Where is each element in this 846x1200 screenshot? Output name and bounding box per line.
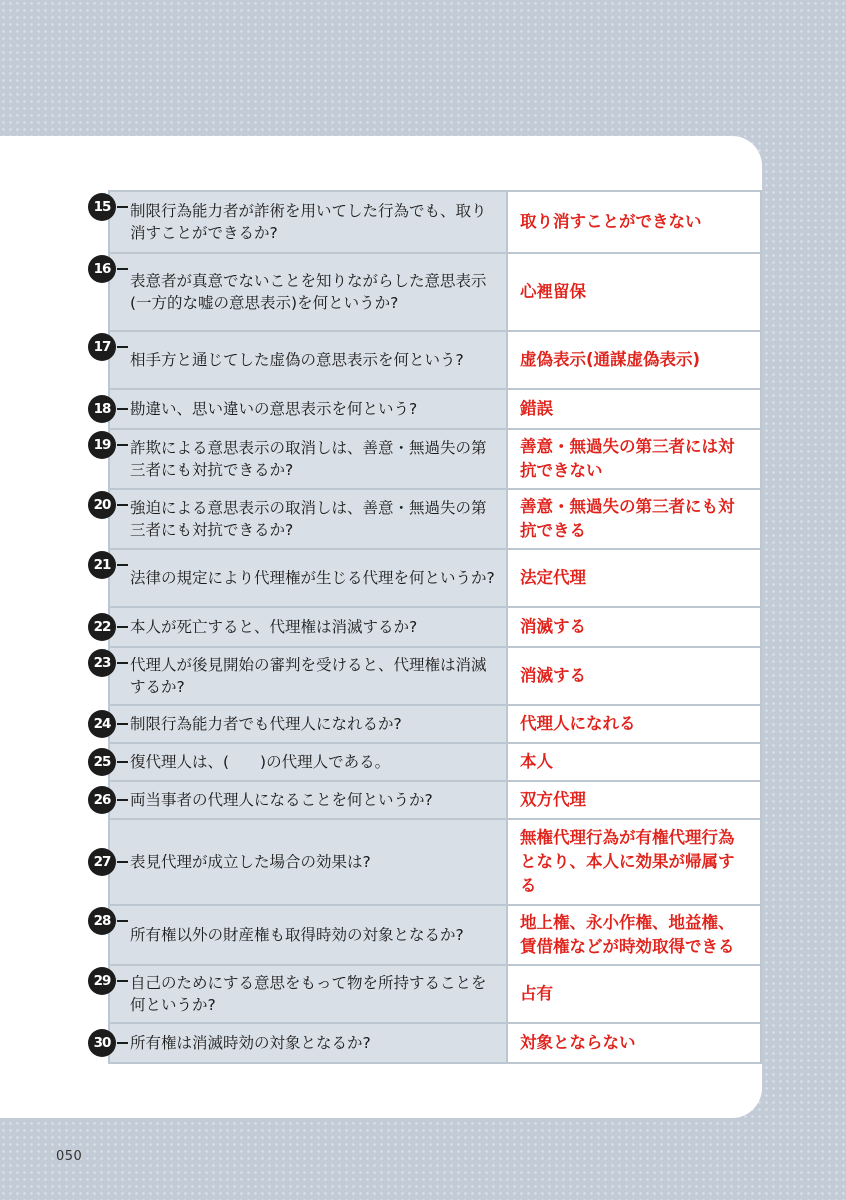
qa-table-body	[93, 191, 761, 1063]
answer-text: 錯誤	[520, 399, 553, 419]
question-text: 自己のためにする意思をもって物を所持することを何というか?	[130, 973, 487, 1014]
question-number-badge: 18	[88, 395, 116, 423]
qa-row	[109, 253, 761, 331]
question-cell	[93, 607, 507, 647]
question-text: 制限行為能力者でも代理人になれるか?	[130, 714, 402, 733]
question-cell	[93, 331, 507, 389]
answer-cell	[507, 905, 761, 965]
question-cell	[93, 253, 507, 331]
qa-row	[109, 429, 761, 489]
answer-cell	[507, 743, 761, 781]
question-number-badge: 16	[88, 255, 116, 283]
question-cell	[93, 191, 507, 253]
qa-row	[109, 647, 761, 705]
qa-row	[109, 489, 761, 549]
answer-text: 代理人になれる	[520, 714, 636, 734]
question-text: 詐欺による意思表示の取消しは、善意・無過失の第三者にも対抗できるか?	[130, 438, 487, 479]
question-number-badge: 22	[88, 613, 116, 641]
answer-text: 虚偽表示(通謀虚偽表示)	[520, 350, 701, 370]
question-text: 相手方と通じてした虚偽の意思表示を何という?	[130, 350, 464, 369]
question-number-badge: 21	[88, 551, 116, 579]
answer-cell	[507, 253, 761, 331]
question-cell	[93, 647, 507, 705]
question-cell	[93, 965, 507, 1023]
answer-cell	[507, 429, 761, 489]
qa-row	[109, 191, 761, 253]
answer-cell	[507, 819, 761, 905]
answer-text: 法定代理	[520, 568, 586, 588]
question-cell	[93, 489, 507, 549]
question-cell	[93, 819, 507, 905]
answer-cell	[507, 647, 761, 705]
answer-text: 無権代理行為が有権代理行為となり、本人に効果が帰属する	[520, 828, 735, 895]
question-cell	[93, 429, 507, 489]
answer-text: 取り消すことができない	[520, 212, 702, 232]
answer-text: 本人	[520, 752, 553, 772]
answer-text: 善意・無過失の第三者には対抗できない	[520, 437, 735, 480]
question-number-badge: 27	[88, 848, 116, 876]
qa-row	[109, 607, 761, 647]
answer-text: 双方代理	[520, 790, 586, 810]
question-cell	[93, 1023, 507, 1063]
answer-cell	[507, 607, 761, 647]
question-text: 表意者が真意でないことを知りながらした意思表示(一方的な嘘の意思表示)を何というか?	[130, 271, 487, 312]
page-number: 050	[56, 1149, 83, 1164]
question-text: 法律の規定により代理権が生じる代理を何というか?	[130, 568, 495, 587]
answer-text: 占有	[520, 984, 553, 1004]
answer-cell	[507, 781, 761, 819]
question-number-badge: 23	[88, 649, 116, 677]
question-number-badge: 19	[88, 431, 116, 459]
question-number-badge: 20	[88, 491, 116, 519]
question-number-badge: 26	[88, 786, 116, 814]
answer-cell	[507, 331, 761, 389]
question-cell	[93, 905, 507, 965]
question-text: 表見代理が成立した場合の効果は?	[130, 852, 371, 871]
answer-text: 対象とならない	[520, 1033, 636, 1053]
question-number-badge: 15	[88, 193, 116, 221]
qa-row	[109, 781, 761, 819]
answer-cell	[507, 549, 761, 607]
qa-table	[93, 190, 762, 1064]
question-number-badge: 17	[88, 333, 116, 361]
answer-text: 地上権、永小作権、地益権、賃借権などが時効取得できる	[520, 913, 735, 956]
question-cell	[93, 781, 507, 819]
question-text: 本人が死亡すると、代理権は消滅するか?	[130, 617, 418, 636]
answer-text: 心裡留保	[520, 282, 586, 302]
question-text: 勘違い、思い違いの意思表示を何という?	[130, 399, 418, 418]
answer-text: 消滅する	[520, 666, 586, 686]
qa-row	[109, 743, 761, 781]
answer-cell	[507, 489, 761, 549]
qa-row	[109, 705, 761, 743]
qa-row	[109, 965, 761, 1023]
answer-cell	[507, 705, 761, 743]
question-number-badge: 24	[88, 710, 116, 738]
qa-row	[109, 389, 761, 429]
question-text: 制限行為能力者が詐術を用いてした行為でも、取り消すことができるか?	[130, 201, 487, 242]
answer-text: 消滅する	[520, 617, 586, 637]
question-text: 所有権は消滅時効の対象となるか?	[130, 1033, 371, 1052]
qa-row	[109, 819, 761, 905]
answer-cell	[507, 389, 761, 429]
question-number-badge: 30	[88, 1029, 116, 1057]
question-text: 復代理人は、( )の代理人である。	[130, 752, 391, 771]
qa-row	[109, 905, 761, 965]
question-number-badge: 25	[88, 748, 116, 776]
question-number-badge: 28	[88, 907, 116, 935]
answer-cell	[507, 1023, 761, 1063]
qa-row	[109, 331, 761, 389]
answer-text: 善意・無過失の第三者にも対抗できる	[520, 497, 735, 540]
question-text: 両当事者の代理人になることを何というか?	[130, 790, 433, 809]
qa-row	[109, 549, 761, 607]
qa-row	[109, 1023, 761, 1063]
answer-cell	[507, 191, 761, 253]
question-text: 所有権以外の財産権も取得時効の対象となるか?	[130, 925, 464, 944]
question-cell	[93, 389, 507, 429]
answer-cell	[507, 965, 761, 1023]
question-cell	[93, 705, 507, 743]
question-cell	[93, 743, 507, 781]
question-text: 代理人が後見開始の審判を受けると、代理権は消滅するか?	[130, 655, 487, 696]
question-cell	[93, 549, 507, 607]
question-number-badge: 29	[88, 967, 116, 995]
question-text: 強迫による意思表示の取消しは、善意・無過失の第三者にも対抗できるか?	[130, 498, 487, 539]
